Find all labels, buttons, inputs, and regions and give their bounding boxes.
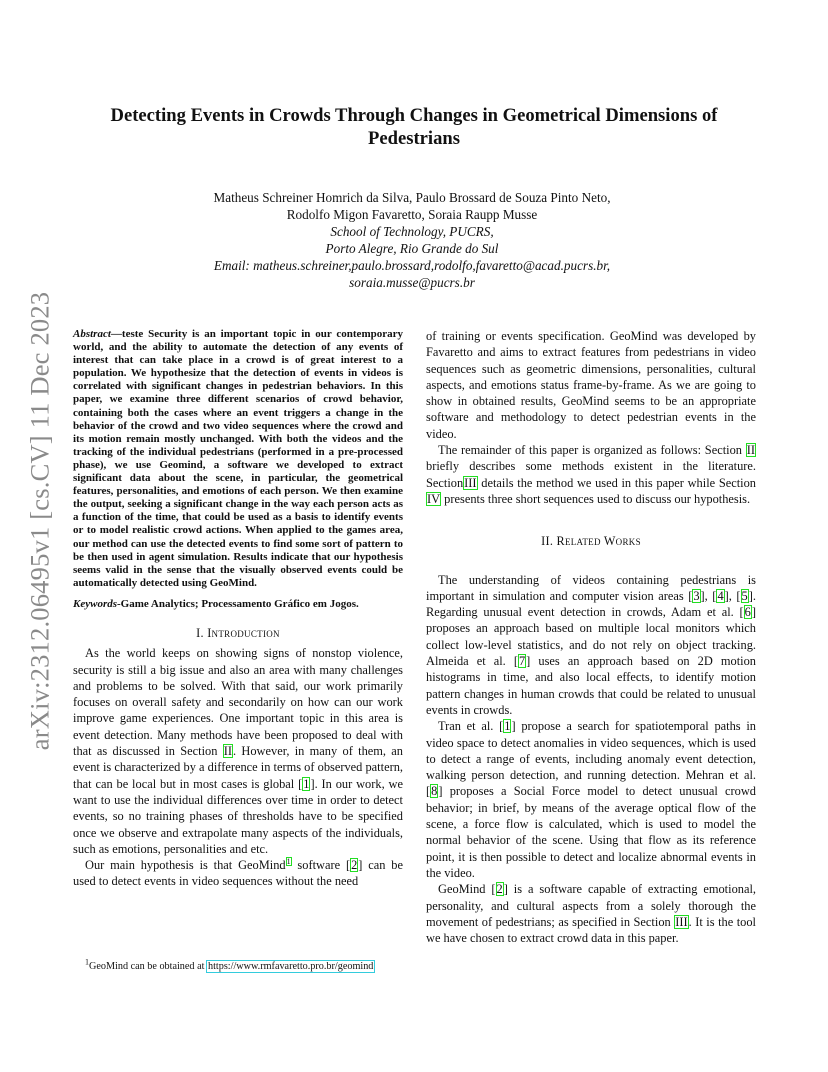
section-ref-link[interactable]: IV [427, 491, 441, 506]
email-line-1: Email: matheus.schreiner,paulo.brossard,rodolfo,favaretto@acad.pucrs.br, [213, 258, 611, 274]
keywords-lead: Keywords [73, 597, 117, 610]
citation-link[interactable]: 2 [496, 882, 503, 897]
intro-paragraph-continued: of training or events specification. GeoMind was developed by Favaretto and aims to extract features from pedestrians in video sequences such as geometric dimensions, personalities, cultural aspects, and emotions status frame-by-frame. As we are going to show in obtained results, GeoMind seems to be an appropriate software and methodology to detect pedestrian events in the video. [426, 329, 756, 441]
text-run: . It is the tool we have chosen to extract crowd data in this paper. [426, 914, 756, 946]
section-ref-link[interactable]: III [675, 914, 688, 929]
organization-paragraph [426, 442, 756, 507]
text-run: GeoMind [438, 882, 492, 897]
citation-link[interactable]: 2 [351, 858, 358, 873]
text-run: . However, in many of them, an event is characterized by a difference in terms of observed pattern, that can be local but in most cases is global [73, 744, 403, 791]
author-names-1: Matheus Schreiner Homrich da Silva, Paulo Brossard de Souza Pinto Neto, [213, 190, 611, 205]
text-run: software [291, 858, 346, 873]
section-name: Introduction [207, 625, 280, 640]
affiliation: School of Technology, PUCRS, [330, 224, 494, 240]
section-heading-related-works [426, 533, 756, 549]
text-run: . Regarding unusual event detection in crowds, Adam et al. [426, 588, 756, 620]
citation-link[interactable]: 6 [744, 605, 751, 620]
citation-link[interactable]: 1 [504, 719, 511, 734]
text-run: The understanding of videos containing pedestrians is important in simulation and computer vision areas [426, 572, 756, 603]
citation-link[interactable]: 3 [693, 588, 700, 603]
related-paragraph-2: Tran et al. [1] propose a search for spatiotemporal paths in video space to detect anomalies in video sequences, which is used to detect a range of events, including anomaly event detection, walking person detection, and running detection. Mehran et al. [8] proposes a Social Force model to detect unusual crowd behavior; in brief, by means of the average optical flow of the scene, a force flow is calculated, which is used to model the normal behavior of the scene. Using that flow as its reference point, it is then possible to detect and localize abnormal events in the video. [426, 719, 756, 880]
text-run: , [728, 588, 737, 603]
abstract-lead: Abstract [73, 328, 111, 340]
intro-paragraph-2: Our main hypothesis is that GeoMind$^1$ software [2] can be used to detect events in video sequences without the need [73, 857, 403, 889]
section-name: Related Works [556, 534, 641, 549]
footnote-text: GeoMind can be obtained at [89, 961, 207, 972]
text-run: , [704, 588, 713, 603]
text-run: is a software capable of extracting emotional, personality, and cultural aspects from a solely thorough the movement of pedestrians; as specified in Section [426, 882, 756, 929]
citation-link[interactable]: 5 [741, 588, 748, 603]
location: Porto Alegre, Rio Grande do Sul [325, 241, 499, 257]
text-run: . In our work, we want to use the individual differences over time in order to detect events, so no training phases of thresholds have to be specified once we observe and extrapolate many aspects of the individuals, such as emotions, personalities and etc. [73, 776, 403, 856]
footnote-link[interactable]: 1 [286, 857, 291, 866]
related-paragraph-1: The understanding of videos containing pedestrians is important in simulation and computer vision areas [3], [4], [5]. Regarding unusual event detection in crowds, Adam et al. [6] proposes an approach based on multiple local monitors which collect low-level statistics, and do not rely on object tracking. Almeida et al. [7] uses an approach based on 2D motion histograms in time, and also local effects, to identify motion pattern changes in human crowds that could be related to unusual events in crowds. [426, 572, 756, 717]
text-run: Our main hypothesis is that GeoMind [85, 858, 286, 873]
citation-link[interactable]: 1 [303, 776, 310, 791]
author-block [150, 189, 674, 292]
citation-link[interactable]: 7 [518, 654, 526, 669]
left-column [73, 328, 403, 890]
section-ref-link[interactable]: III [464, 475, 477, 490]
footnote-mark: 1 [85, 957, 89, 967]
author-names-2: Rodolfo Migon Favaretto, Soraia Raupp Musse [286, 207, 538, 223]
text-run: propose a search for spatiotemporal paths in video space to detect anomalies in video sequences, which is used to detect a range of events, including anomaly event detection, walking person detection, and running detection. Mehran et al. [426, 719, 756, 783]
keywords-text: -Game Analytics; Processamento Gráfico em Jogos. [117, 597, 359, 610]
section-num: I. [196, 625, 208, 640]
citation-link[interactable]: 8 [431, 784, 438, 799]
section-heading-introduction [73, 625, 403, 641]
text-run: proposes an approach based on multiple local monitors which collect low-level statistics, and do not rely on object tracking. Almeida et al. [426, 621, 756, 669]
footnote-url-link[interactable]: https://www.rmfavaretto.pro.br/geomind [207, 961, 374, 972]
text-run: Tran et al. [438, 719, 500, 734]
section-ref-link[interactable]: II [223, 744, 232, 759]
keywords [73, 598, 403, 611]
abstract-text: —teste Security is an important topic in our contemporary world, and the ability to automate the detection of any events of interest that can take place in a crowd is of great interest to a population. We hypothesize that the detection of events in videos is correlated with significant changes in pedestrian behaviors. In this paper, we examine three different scenarios of crowd behavior, containing both the cases where an event triggers a change in the behavior of the crowd and two video sequences where the crowd and its motion remain mostly unchanged. With both the videos and the tracking of the individual pedestrians (performed in a pre-processed phase), we use Geomind, a software we developed to extract significant data about the scene, in particular, the geometrical features, personalities, and emotions of each person. We then examine the output, seeking a significant change in the way each person acts as a function of the time, that could be used as a basis to identify events or to model realistic crowd actions. When applied to the games area, our method can use the detected events to find some sort of pattern to be then used in agent simulation. Results indicate that our hypothesis seems valid in the sense that the visually observed events could be automatically detected using GeoMind. [73, 328, 403, 589]
paper-title: Detecting Events in Crowds Through Changes in Geometrical Dimensions of Pedestrians [110, 105, 718, 149]
text-run: details the method we used in this paper while Section [477, 475, 756, 490]
right-column [426, 328, 756, 946]
related-paragraph-3: GeoMind [2] is a software capable of extracting emotional, personality, and cultural aspects from a solely thorough the movement of pedestrians; as specified in Section III. It is the tool we have chosen to extract crowd data in this paper. [426, 882, 756, 946]
abstract [73, 328, 403, 590]
section-num: II. [541, 534, 557, 549]
text-run: can be used to detect events in video sequences without the need [73, 858, 403, 889]
email-line-2: soraia.musse@pucrs.br [349, 275, 475, 291]
section-ref-link[interactable]: II [746, 443, 755, 458]
text-run: presents three short sequences used to discuss our hypothesis. [441, 491, 751, 506]
intro-paragraph-1: As the world keeps on showing signs of nonstop violence, security is still a big issue and also an area with many challenges and problems to be solved. With that said, our work primarily focuses on overall safety and secondarily on how can our work improve game experiences. One important topic in this area is event detection. Many methods have been proposed to deal with that as discussed in Section II. However, in many of them, an event is characterized by a difference in terms of observed pattern, that can be local but in most cases is global [1]. In our work, we want to use the individual differences over time in order to detect events, so no training phases of thresholds have to be specified once we observe and extrapolate many aspects of the individuals, such as emotions, personalities and etc. [73, 646, 403, 856]
footnote [73, 957, 403, 973]
citation-link[interactable]: 4 [717, 588, 724, 603]
text-run: proposes a Social Force model to detect unusual crowd behavior; in brief, by means of the average optical flow of the scene, a force flow is calculated, which is used to model the normal behavior of the scene. Using that flow as its reference point, it is then possible to detect and localize abnormal events in the video. [426, 784, 756, 880]
arxiv-stamp [20, 286, 60, 756]
text-run: uses an approach based on 2D motion histograms in time, and also local effects, to identify motion pattern changes in human crowds that could be related to unusual events in crowds. [426, 654, 756, 717]
text-run: briefly describes some methods existent in the literature. Section [426, 459, 756, 490]
text-run: As the world keeps on showing signs of nonstop violence, security is still a big issue and also an area with many challenges and problems to be solved. With that said, our work primarily focuses on overall safety and secondarily on how can our work improve game experiences. One important topic in this area is event detection. Many methods have been proposed to deal with that as discussed in Section [73, 646, 403, 759]
text-run: The remainder of this paper is organized as follows: Section [438, 443, 746, 458]
arxiv-stamp-text: arXiv:2312.06495v1 [cs.CV] 11 Dec 2023 [24, 291, 55, 751]
